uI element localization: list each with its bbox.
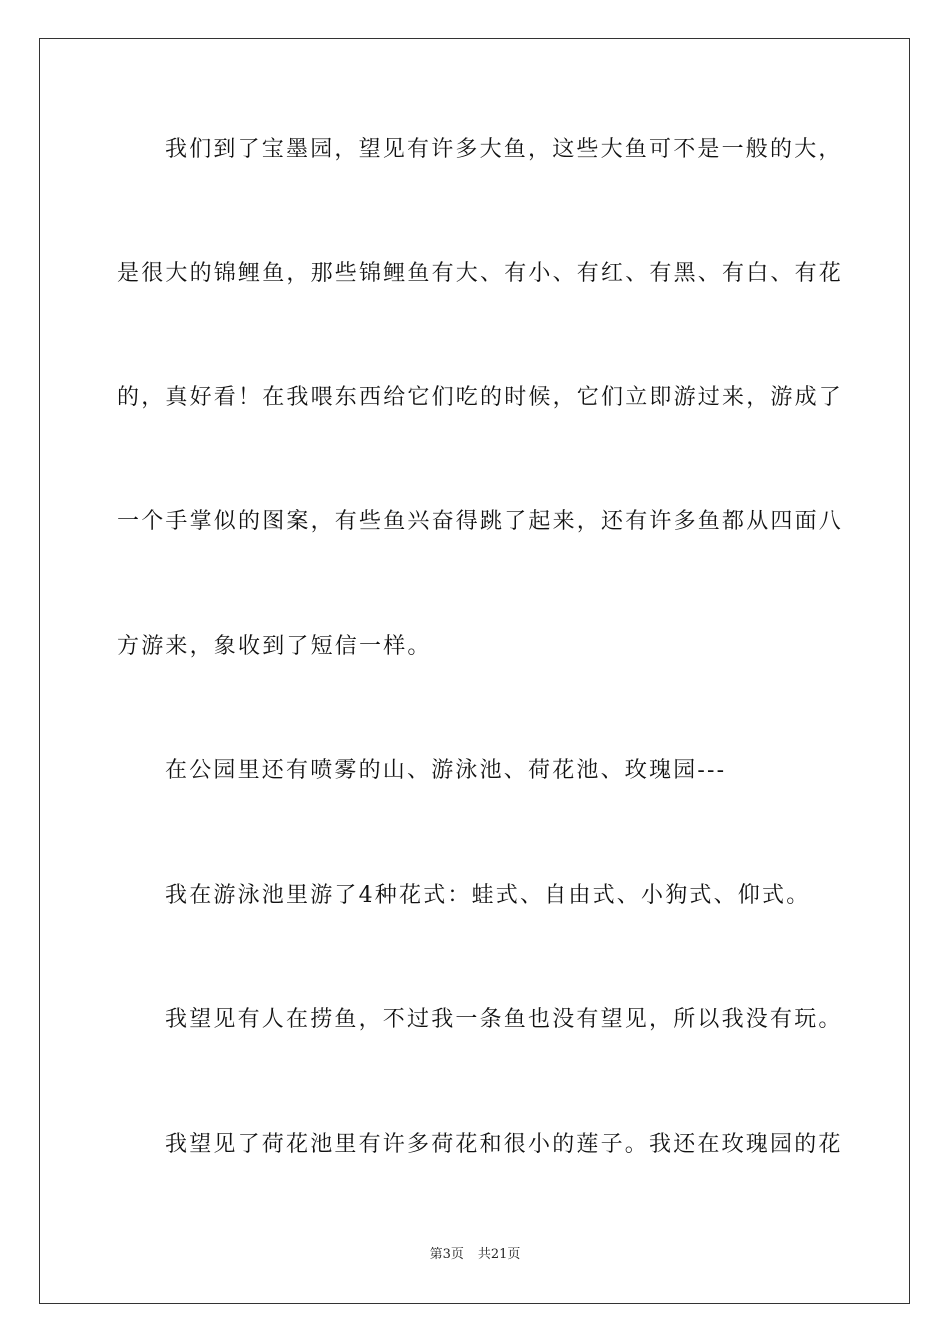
paragraph-line-5: 方游来，象收到了短信一样。 — [117, 634, 432, 659]
paragraph-line-4: 一个手掌似的图案，有些鱼兴奋得跳了起来，还有许多鱼都从四面八 — [117, 509, 844, 534]
paragraph-line-2: 是很大的锦鲤鱼，那些锦鲤鱼有大、有小、有红、有黑、有白、有花 — [117, 261, 844, 286]
total-pages: 共21页 — [477, 1247, 521, 1262]
paragraph-line-9: 我望见了荷花池里有许多荷花和很小的莲子。我还在玫瑰园的花 — [165, 1132, 843, 1157]
page-border — [39, 38, 910, 1304]
paragraph-line-3: 的，真好看！在我喂东西给它们吃的时候，它们立即游过来，游成了 — [117, 385, 844, 410]
paragraph-line-6: 在公园里还有喷雾的山、游泳池、荷花池、玫瑰园--- — [165, 758, 727, 783]
page-number: 第3页 — [429, 1247, 464, 1262]
paragraph-line-8: 我望见有人在捞鱼，不过我一条鱼也没有望见，所以我没有玩。 — [165, 1007, 843, 1032]
paragraph-line-7: 我在游泳池里游了4种花式：蛙式、自由式、小狗式、仰式。 — [165, 883, 811, 908]
paragraph-line-1: 我们到了宝墨园，望见有许多大鱼，这些大鱼可不是一般的大， — [165, 137, 843, 162]
page-footer — [0, 1246, 950, 1264]
